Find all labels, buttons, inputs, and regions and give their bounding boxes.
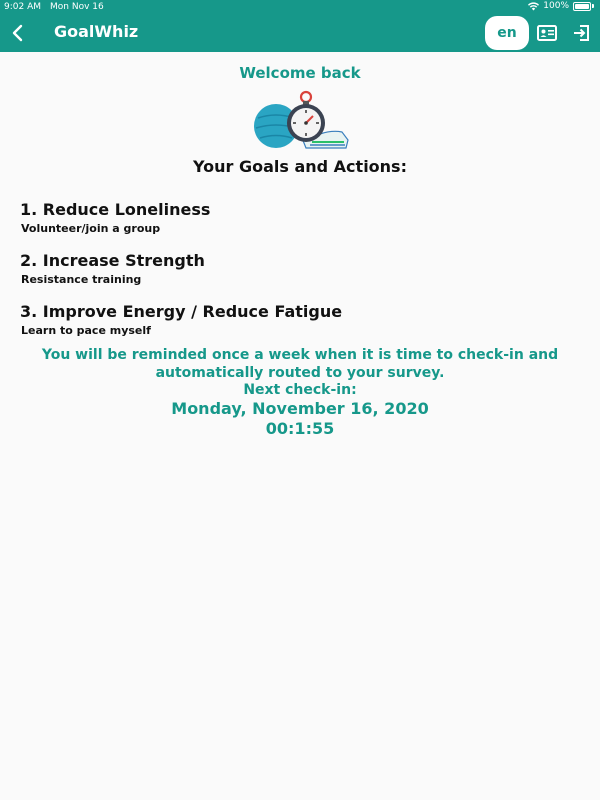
goal-action: Resistance training: [21, 273, 142, 286]
contact-card-button[interactable]: [535, 22, 559, 44]
wifi-icon: [528, 2, 539, 11]
back-arrow-icon: [11, 24, 23, 42]
goal-action: Volunteer/join a group: [21, 222, 161, 235]
language-button[interactable]: en: [485, 16, 529, 50]
contact-card-icon: [537, 25, 557, 41]
reminder-text-line2: automatically routed to your survey.: [155, 365, 445, 381]
reminder-text-line1: You will be reminded once a week when it is time to check-in and: [41, 347, 559, 363]
goal-item: [20, 251, 205, 286]
battery-tip: [592, 4, 594, 8]
status-time: 9:02 AM: [4, 2, 41, 12]
welcome-heading: Welcome back: [239, 64, 361, 82]
next-checkin-date: Monday, November 16, 2020: [171, 399, 429, 418]
goal-item: [20, 302, 342, 337]
next-checkin-label: Next check-in:: [243, 382, 357, 398]
back-button[interactable]: [6, 20, 28, 46]
logout-icon: [573, 24, 591, 42]
goal-title: 1. Reduce Loneliness: [20, 200, 211, 219]
battery-percent: 100%: [543, 1, 569, 11]
battery-icon: [573, 2, 591, 11]
goals-section-title: Your Goals and Actions:: [193, 157, 407, 176]
checkin-reminder: [0, 346, 600, 439]
status-date: Mon Nov 16: [50, 2, 104, 12]
status-bar: [0, 0, 600, 14]
logout-button[interactable]: [570, 22, 594, 44]
app-title: GoalWhiz: [54, 22, 139, 41]
checkin-countdown: 00:1:55: [265, 419, 335, 438]
status-indicators: [528, 1, 594, 11]
goal-action: Learn to pace myself: [21, 324, 151, 337]
goal-title: 2. Increase Strength: [20, 251, 205, 270]
goal-title: 3. Improve Energy / Reduce Fatigue: [20, 302, 343, 321]
app-header: [0, 0, 600, 52]
goal-item: [20, 200, 210, 235]
fitness-illustration: [250, 86, 350, 152]
